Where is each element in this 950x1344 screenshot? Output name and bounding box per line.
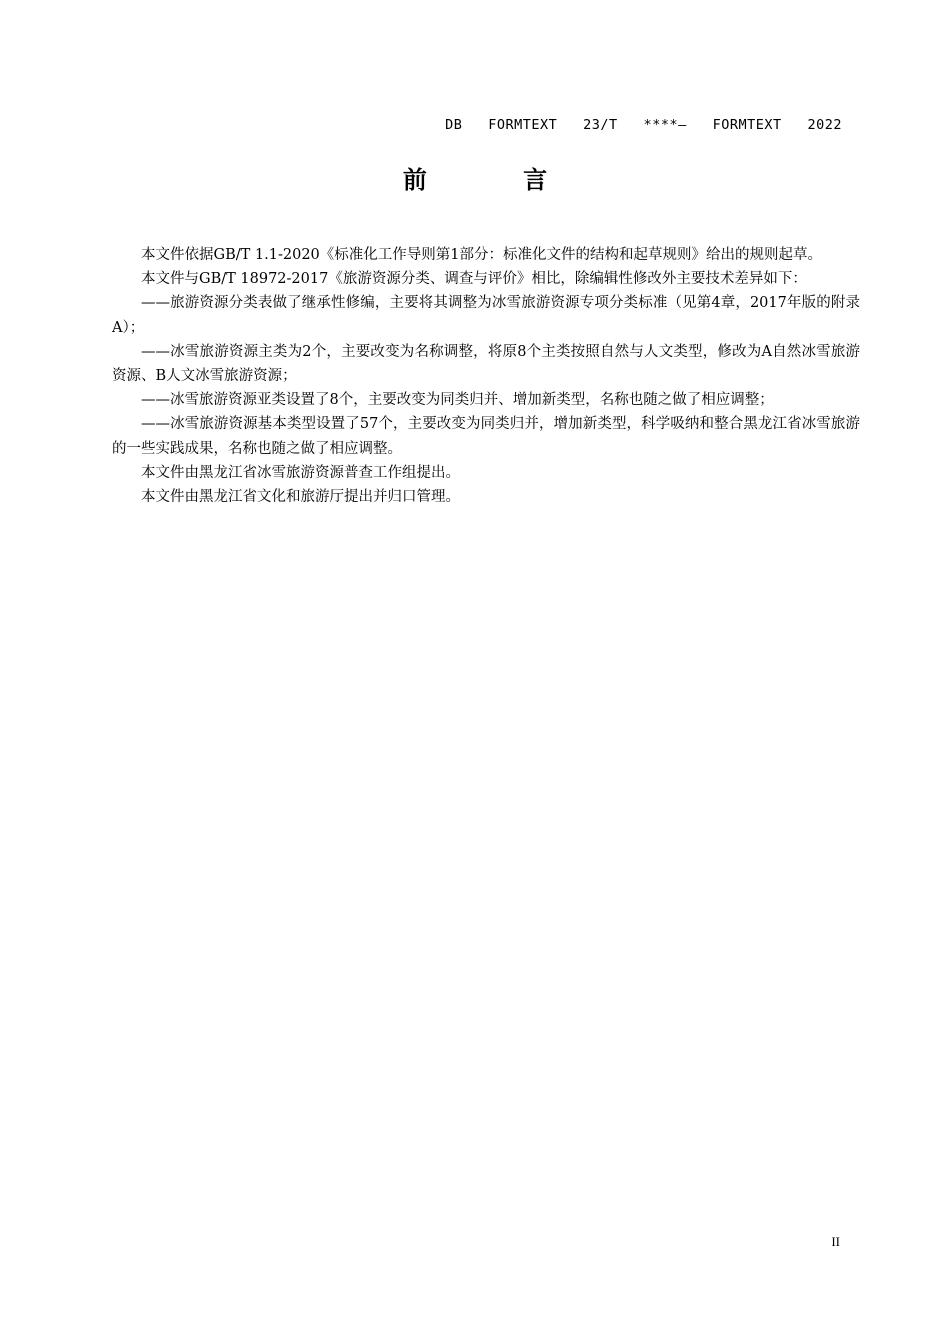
paragraph-drafting-basis: 本文件依据GB/T 1.1-2020《标准化工作导则第1部分：标准化文件的结构和起草规则》给出的规则起草。 xyxy=(141,247,822,263)
paragraph-change-basic-types: ——冰雪旅游资源基本类型设置了57个，主要改变为同类归并，增加新类型，科学吸纳和整合黑龙江省冰雪旅游的一些实践成果，名称也随之做了相应调整。 xyxy=(112,416,860,457)
document-code-header: DB FORMTEXT 23/T ****— FORMTEXT 2022 xyxy=(445,117,842,133)
foreword-body xyxy=(112,243,860,509)
paragraph-administered-by: 本文件由黑龙江省文化和旅游厅提出并归口管理。 xyxy=(141,489,460,506)
page-number: II xyxy=(831,1234,840,1249)
paragraph-change-classification-table: ——旅游资源分类表做了继承性修编，主要将其调整为冰雪旅游资源专项分类标准（见第4章，2017年版的附录A）； xyxy=(112,295,860,336)
paragraph-change-main-categories: ——冰雪旅游资源主类为2个，主要改变为名称调整，将原8个主类按照自然与人文类型，修改为A自然冰雪旅游资源、B人文冰雪旅游资源； xyxy=(112,343,860,385)
paragraph-proposed-by: 本文件由黑龙江省冰雪旅游资源普查工作组提出。 xyxy=(141,464,460,481)
page-title: 前 言 xyxy=(402,166,592,194)
paragraph-change-subcategories: ——冰雪旅游资源亚类设置了8个，主要改变为同类归并、增加新类型，名称也随之做了相应调整； xyxy=(141,392,774,409)
paragraph-comparison-intro: 本文件与GB/T 18972-2017《旅游资源分类、调查与评价》相比，除编辑性修改外主要技术差异如下： xyxy=(141,271,807,288)
